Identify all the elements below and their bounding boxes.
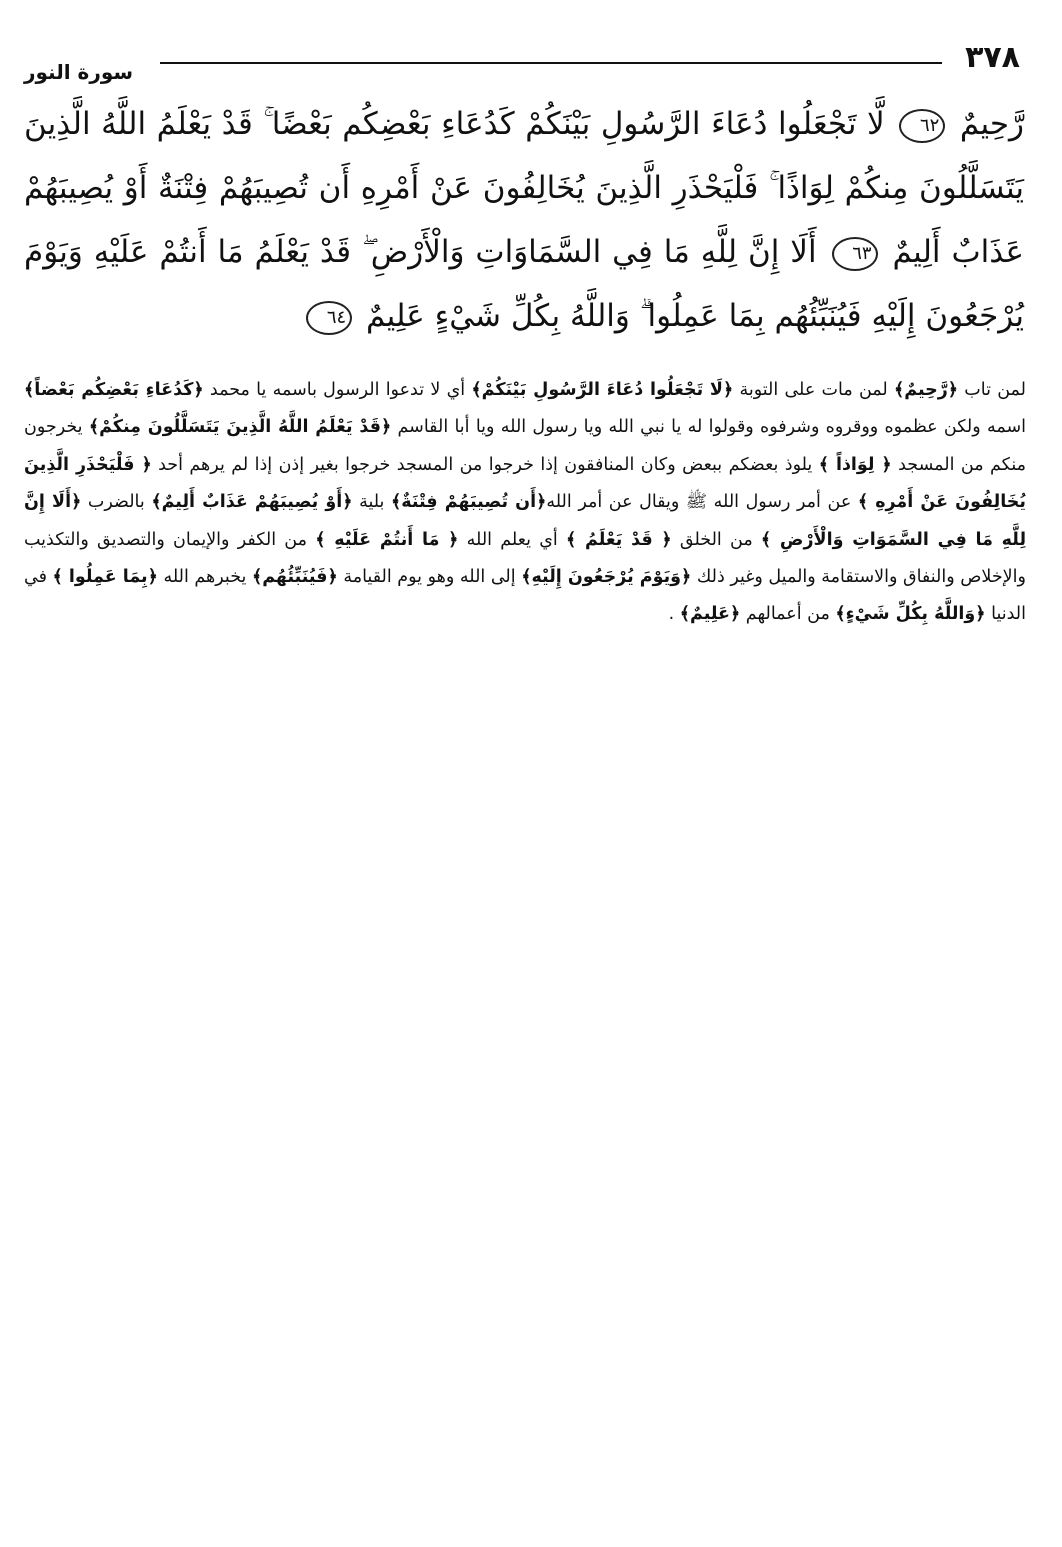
- ayah-number-marker: ٦٤: [306, 301, 352, 335]
- commentary-text: من أعمالهم: [740, 604, 836, 625]
- commentary-text: بلية: [352, 492, 391, 513]
- quoted-verse-fragment: ﴿ فَلْيَحْذَرِ الَّذِينَ يُخَالِفُونَ عَنْ أَمْرِهِ ﴾: [24, 454, 1026, 513]
- commentary-text: عن أمر رسول الله ﷺ ويقال عن أمر الله: [546, 492, 858, 513]
- ayah-number-marker: ٦٣: [832, 237, 878, 271]
- commentary-text: بالضرب: [81, 492, 152, 513]
- commentary-text: .: [668, 604, 680, 625]
- commentary-text: من الكفر والإيمان والتصديق والتكذيب والإخلاص والنفاق والاستقامة والميل وغير ذلك: [24, 529, 1026, 588]
- quoted-verse-fragment: ﴿عَلِيمٌ﴾: [679, 604, 741, 625]
- commentary-text: أي لا تدعوا الرسول باسمه يا محمد: [203, 380, 472, 400]
- commentary-text: لمن مات على التوبة: [733, 380, 894, 400]
- commentary-text: يخرجون منكم من المسجد: [24, 417, 1027, 475]
- commentary-text: في الدنيا: [24, 567, 1026, 625]
- commentary-text: يخبرهم الله: [157, 567, 252, 588]
- tafsir-commentary: [24, 372, 1026, 634]
- verse-text: رَّحِيمٌ: [959, 106, 1025, 142]
- header-rule: [160, 62, 942, 64]
- quoted-verse-fragment: ﴿قَدْ يَعْلَمُ اللَّهُ الَّذِينَ يَتَسَلَّلُونَ مِنكُمْ﴾: [88, 417, 392, 438]
- quoted-verse-fragment: ﴿أَوْ يُصِيبَهُمْ عَذَابٌ أَلِيمٌ﴾: [151, 492, 353, 513]
- surah-name: سورة النور: [24, 60, 134, 84]
- quoted-verse-fragment: ﴿وَاللَّهُ بِكُلِّ شَيْءٍ﴾: [835, 604, 986, 625]
- page-number: ٣٧٨: [965, 40, 1020, 75]
- quoted-verse-fragment: ﴿كَدُعَاءِ بَعْضِكُم بَعْضاً﴾: [24, 380, 204, 400]
- commentary-text: إلى الله وهو يوم القيامة: [337, 567, 522, 588]
- quoted-verse-fragment: ﴿وَيَوْمَ يُرْجَعُونَ إِلَيْهِ﴾: [521, 567, 692, 588]
- verse-text: لَّا تَجْعَلُوا دُعَاءَ الرَّسُولِ بَيْنَكُمْ كَدُعَاءِ بَعْضِكُم بَعْضًا ۚ قَدْ يَعْلَمُ اللَّهُ الَّذِينَ يَتَسَلَّلُونَ مِنكُمْ لِوَاذًا ۚ فَلْيَحْذَرِ الَّذِينَ يُخَالِفُونَ عَنْ أَمْرِهِ أَن تُصِيبَهُمْ فِتْنَةٌ أَوْ يُصِيبَهُمْ عَذَابٌ أَلِيمٌ: [24, 106, 1025, 270]
- ayah-number-marker: ٦٢: [899, 109, 945, 143]
- quran-verses: [24, 92, 1024, 348]
- commentary-text: أي يعلم الله: [458, 529, 567, 550]
- quoted-verse-fragment: ﴿أَن تُصِيبَهُمْ فِتْنَةٌ﴾: [390, 492, 547, 513]
- commentary-text: من الخلق: [671, 529, 761, 550]
- quoted-verse-fragment: ﴿ مَا أَنتُمْ عَلَيْهِ ﴾: [315, 529, 459, 550]
- quoted-verse-fragment: ﴿فَيُنَبِّئُهُم﴾: [251, 567, 338, 588]
- quoted-verse-fragment: ﴿لَا تَجْعَلُوا دُعَاءَ الرَّسُولِ بَيْنَكُمْ﴾: [471, 380, 734, 400]
- quoted-verse-fragment: ﴿أَلَا إِنَّ لِلَّهِ مَا فِي السَّمَوَاتِ وَالْأَرْضِ ﴾: [24, 492, 1027, 550]
- quoted-verse-fragment: ﴿ قَدْ يَعْلَمُ ﴾: [566, 529, 672, 550]
- commentary-text: يلوذ بعضكم ببعض وكان المنافقون إذا خرجوا من المسجد خرجوا بغير إذن إذا لم يرهم أحد: [151, 454, 819, 475]
- quoted-verse-fragment: ﴿ لِوَاذاً ﴾: [818, 454, 892, 475]
- commentary-text: اسمه ولكن عظموه ووقروه وشرفوه وقولوا له يا نبي الله ويا رسول الله ويا أبا القاسم: [391, 417, 1026, 438]
- verse-text: أَلَا إِنَّ لِلَّهِ مَا فِي السَّمَاوَاتِ وَالْأَرْضِ ۖ قَدْ يَعْلَمُ مَا أَنتُمْ عَلَيْهِ وَيَوْمَ يُرْجَعُونَ إِلَيْهِ فَيُنَبِّئُهُم بِمَا عَمِلُوا ۗ وَاللَّهُ بِكُلِّ شَيْءٍ عَلِيمٌ: [24, 234, 1024, 334]
- quoted-verse-fragment: ﴿رَّحِيمٌ﴾: [893, 380, 959, 400]
- quoted-verse-fragment: ﴿بِمَا عَمِلُوا ﴾: [52, 567, 158, 588]
- commentary-text: لمن تاب: [958, 380, 1026, 400]
